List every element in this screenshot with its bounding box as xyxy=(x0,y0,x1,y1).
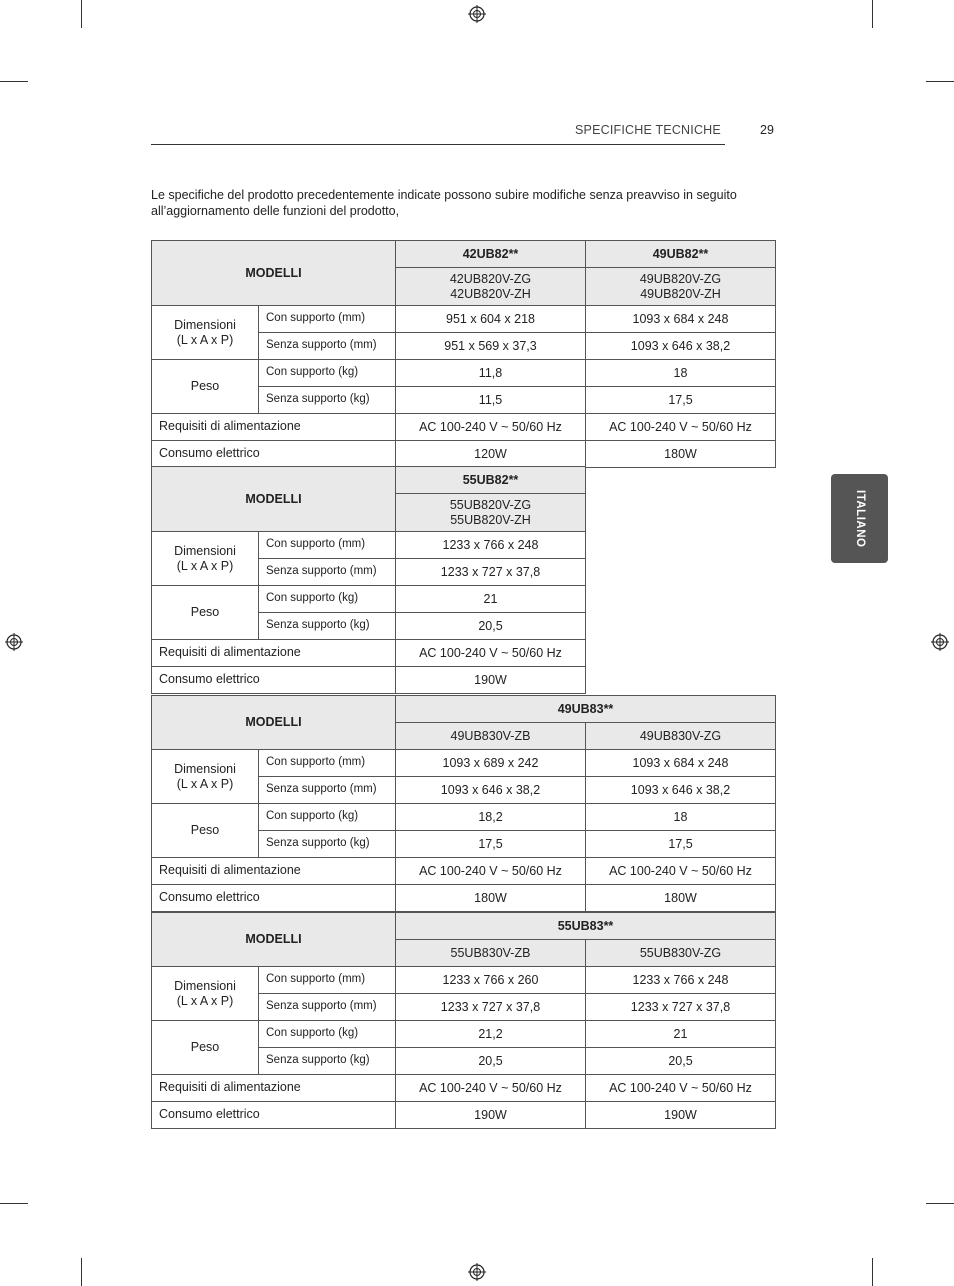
spec-table-ub82-55 xyxy=(151,466,586,694)
value-cell: 190W xyxy=(396,667,586,694)
dimensions-label: Dimensioni (L x A x P) xyxy=(152,306,259,360)
weight-label: Peso xyxy=(152,360,259,414)
value-cell: AC 100-240 V ~ 50/60 Hz xyxy=(586,414,776,441)
dimensions-label: Dimensioni (L x A x P) xyxy=(152,750,259,804)
value-cell: 18 xyxy=(586,804,776,831)
value-cell: 20,5 xyxy=(586,1048,776,1075)
value-cell: 17,5 xyxy=(586,831,776,858)
spec-table-ub83-49 xyxy=(151,695,776,912)
value-cell: 21,2 xyxy=(396,1021,586,1048)
with-stand-mm-label: Con supporto (mm) xyxy=(259,532,396,559)
power-cons-label: Consumo elettrico xyxy=(152,667,396,694)
value-cell: 18,2 xyxy=(396,804,586,831)
value-cell: 1233 x 766 x 260 xyxy=(396,967,586,994)
crop-mark xyxy=(0,81,28,82)
model-code: 55UB830V-ZB xyxy=(396,940,586,967)
without-stand-mm-label: Senza supporto (mm) xyxy=(259,333,396,360)
value-cell: 17,5 xyxy=(586,387,776,414)
value-cell: 20,5 xyxy=(396,613,586,640)
power-req-label: Requisiti di alimentazione xyxy=(152,640,396,667)
value-cell: 1093 x 684 x 248 xyxy=(586,750,776,777)
value-cell: AC 100-240 V ~ 50/60 Hz xyxy=(396,858,586,885)
model-code: 55UB820V-ZG 55UB820V-ZH xyxy=(396,494,586,532)
value-cell: 1093 x 646 x 38,2 xyxy=(586,777,776,804)
without-stand-mm-label: Senza supporto (mm) xyxy=(259,559,396,586)
value-cell: 11,5 xyxy=(396,387,586,414)
with-stand-mm-label: Con supporto (mm) xyxy=(259,306,396,333)
value-cell: 1093 x 689 x 242 xyxy=(396,750,586,777)
value-cell: 951 x 604 x 218 xyxy=(396,306,586,333)
without-stand-mm-label: Senza supporto (mm) xyxy=(259,777,396,804)
value-cell: 180W xyxy=(586,441,776,468)
value-cell: 190W xyxy=(396,1102,586,1129)
without-stand-kg-label: Senza supporto (kg) xyxy=(259,387,396,414)
model-code: 49UB830V-ZB xyxy=(396,723,586,750)
model-code: 42UB820V-ZG 42UB820V-ZH xyxy=(396,268,586,306)
value-cell: AC 100-240 V ~ 50/60 Hz xyxy=(396,414,586,441)
spec-table-ub82-42-49 xyxy=(151,240,776,468)
value-cell: 11,8 xyxy=(396,360,586,387)
series-header: 55UB83** xyxy=(396,913,776,940)
without-stand-kg-label: Senza supporto (kg) xyxy=(259,831,396,858)
without-stand-kg-label: Senza supporto (kg) xyxy=(259,1048,396,1075)
crop-mark xyxy=(0,1203,28,1204)
value-cell: AC 100-240 V ~ 50/60 Hz xyxy=(586,858,776,885)
series-header: 55UB82** xyxy=(396,467,586,494)
crop-mark xyxy=(81,0,82,28)
power-cons-label: Consumo elettrico xyxy=(152,441,396,468)
dimensions-label: Dimensioni (L x A x P) xyxy=(152,967,259,1021)
with-stand-kg-label: Con supporto (kg) xyxy=(259,1021,396,1048)
value-cell: 951 x 569 x 37,3 xyxy=(396,333,586,360)
series-header: 49UB83** xyxy=(396,696,776,723)
header-rule xyxy=(151,144,725,145)
with-stand-kg-label: Con supporto (kg) xyxy=(259,360,396,387)
value-cell: 1233 x 727 x 37,8 xyxy=(396,994,586,1021)
with-stand-mm-label: Con supporto (mm) xyxy=(259,967,396,994)
models-header: MODELLI xyxy=(152,467,396,532)
without-stand-kg-label: Senza supporto (kg) xyxy=(259,613,396,640)
value-cell: 1233 x 727 x 37,8 xyxy=(586,994,776,1021)
value-cell: 180W xyxy=(396,885,586,912)
value-cell: AC 100-240 V ~ 50/60 Hz xyxy=(586,1075,776,1102)
crop-mark xyxy=(926,1203,954,1204)
registration-mark-icon xyxy=(5,633,23,651)
power-cons-label: Consumo elettrico xyxy=(152,1102,396,1129)
value-cell: 21 xyxy=(586,1021,776,1048)
weight-label: Peso xyxy=(152,1021,259,1075)
value-cell: 1093 x 646 x 38,2 xyxy=(396,777,586,804)
power-req-label: Requisiti di alimentazione xyxy=(152,1075,396,1102)
with-stand-mm-label: Con supporto (mm) xyxy=(259,750,396,777)
value-cell: AC 100-240 V ~ 50/60 Hz xyxy=(396,640,586,667)
registration-mark-icon xyxy=(931,633,949,651)
value-cell: 1233 x 766 x 248 xyxy=(586,967,776,994)
intro-paragraph: Le specifiche del prodotto precedentemente indicate possono subire modifiche senza preavviso in seguito all’aggiornamento delle funzioni del prodotto, xyxy=(151,188,737,218)
crop-mark xyxy=(872,0,873,28)
value-cell: 1233 x 766 x 248 xyxy=(396,532,586,559)
models-header: MODELLI xyxy=(152,241,396,306)
value-cell: 120W xyxy=(396,441,586,468)
model-code: 55UB830V-ZG xyxy=(586,940,776,967)
registration-mark-icon xyxy=(468,5,486,23)
with-stand-kg-label: Con supporto (kg) xyxy=(259,586,396,613)
value-cell: AC 100-240 V ~ 50/60 Hz xyxy=(396,1075,586,1102)
crop-mark xyxy=(872,1258,873,1286)
with-stand-kg-label: Con supporto (kg) xyxy=(259,804,396,831)
model-code: 49UB820V-ZG 49UB820V-ZH xyxy=(586,268,776,306)
value-cell: 17,5 xyxy=(396,831,586,858)
weight-label: Peso xyxy=(152,586,259,640)
series-header: 42UB82** xyxy=(396,241,586,268)
language-tab xyxy=(831,474,888,563)
series-header: 49UB82** xyxy=(586,241,776,268)
crop-mark xyxy=(926,81,954,82)
value-cell: 1093 x 684 x 248 xyxy=(586,306,776,333)
value-cell: 1093 x 646 x 38,2 xyxy=(586,333,776,360)
dimensions-label: Dimensioni (L x A x P) xyxy=(152,532,259,586)
value-cell: 20,5 xyxy=(396,1048,586,1075)
value-cell: 180W xyxy=(586,885,776,912)
section-title: SPECIFICHE TECNICHE xyxy=(575,123,721,137)
value-cell: 18 xyxy=(586,360,776,387)
models-header: MODELLI xyxy=(152,696,396,750)
language-tab-label: ITALIANO xyxy=(854,489,866,548)
power-cons-label: Consumo elettrico xyxy=(152,885,396,912)
power-req-label: Requisiti di alimentazione xyxy=(152,858,396,885)
registration-mark-icon xyxy=(468,1263,486,1281)
without-stand-mm-label: Senza supporto (mm) xyxy=(259,994,396,1021)
value-cell: 190W xyxy=(586,1102,776,1129)
value-cell: 1233 x 727 x 37,8 xyxy=(396,559,586,586)
spec-table-ub83-55 xyxy=(151,912,776,1129)
power-req-label: Requisiti di alimentazione xyxy=(152,414,396,441)
crop-mark xyxy=(81,1258,82,1286)
model-code: 49UB830V-ZG xyxy=(586,723,776,750)
page-number: 29 xyxy=(760,123,774,137)
value-cell: 21 xyxy=(396,586,586,613)
weight-label: Peso xyxy=(152,804,259,858)
models-header: MODELLI xyxy=(152,913,396,967)
